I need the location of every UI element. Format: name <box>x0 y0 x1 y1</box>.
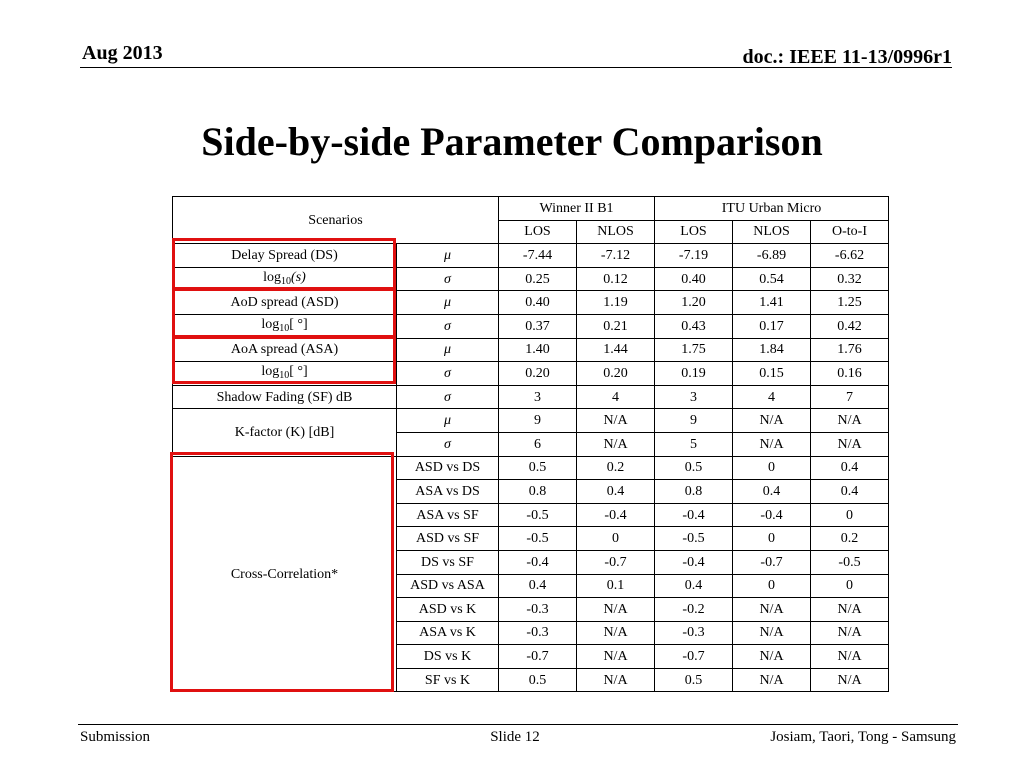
asa-unit <box>173 362 397 386</box>
table-row <box>173 291 889 315</box>
unit-sub: 10 <box>281 275 292 287</box>
cross-row-label: ASD vs K <box>397 598 499 622</box>
table-cell: -6.62 <box>811 244 889 268</box>
table-cell: N/A <box>733 668 811 692</box>
table-cell: N/A <box>577 432 655 456</box>
asd-unit <box>173 314 397 338</box>
table-cell: 0.40 <box>655 267 733 291</box>
footer-slide-number: Slide 12 <box>490 729 540 745</box>
unit-sub: 10 <box>279 369 290 381</box>
table-cell: 0.4 <box>733 480 811 504</box>
table-row <box>173 244 889 268</box>
winner-header: Winner II B1 <box>499 197 655 221</box>
subheader-cell: O-to-I <box>811 220 889 244</box>
table-cell: -0.4 <box>499 550 577 574</box>
table-cell: -0.3 <box>499 621 577 645</box>
subheader-cell: NLOS <box>733 220 811 244</box>
mu-symbol: μ <box>397 409 499 433</box>
cross-row-label: ASA vs DS <box>397 480 499 504</box>
table-cell: 0.4 <box>811 480 889 504</box>
table-cell: -0.2 <box>655 598 733 622</box>
ds-unit <box>173 267 397 291</box>
asd-name: AoD spread (ASD) <box>173 291 397 315</box>
sigma-symbol: σ <box>397 432 499 456</box>
table-cell: 0.40 <box>499 291 577 315</box>
table-cell: N/A <box>811 432 889 456</box>
table-cell: -7.12 <box>577 244 655 268</box>
sf-name: Shadow Fading (SF) dB <box>173 385 397 409</box>
table-cell: -0.4 <box>655 503 733 527</box>
table-cell: 0.5 <box>655 456 733 480</box>
table-row <box>173 267 889 291</box>
table-cell: 0 <box>733 456 811 480</box>
table-cell: 0.15 <box>733 362 811 386</box>
table-cell: 3 <box>499 385 577 409</box>
subheader-cell: NLOS <box>577 220 655 244</box>
unit-func: log <box>263 269 282 285</box>
table-cell: 0.42 <box>811 314 889 338</box>
table-cell: -7.19 <box>655 244 733 268</box>
table-cell: -0.4 <box>733 503 811 527</box>
table-cell: 0.20 <box>577 362 655 386</box>
table-cell: 0.2 <box>577 456 655 480</box>
table-cell: 9 <box>655 409 733 433</box>
table-cell: 0 <box>733 574 811 598</box>
table-cell: 0.4 <box>577 480 655 504</box>
sigma-symbol: σ <box>397 314 499 338</box>
asa-name: AoA spread (ASA) <box>173 338 397 362</box>
slide-title: Side-by-side Parameter Comparison <box>201 119 823 164</box>
table-cell: 0.8 <box>655 480 733 504</box>
cross-row-label: DS vs SF <box>397 550 499 574</box>
table-cell: 1.41 <box>733 291 811 315</box>
table-cell: 9 <box>499 409 577 433</box>
table-cell: 0.21 <box>577 314 655 338</box>
table-cell: 0 <box>733 527 811 551</box>
itu-header: ITU Urban Micro <box>655 197 889 221</box>
unit-func: log <box>261 363 280 379</box>
table-cell: 0.43 <box>655 314 733 338</box>
table-cell: N/A <box>577 598 655 622</box>
cross-row-label: ASD vs ASA <box>397 574 499 598</box>
table-cell: -0.3 <box>655 621 733 645</box>
table-cell: 1.84 <box>733 338 811 362</box>
table-cell: -0.4 <box>577 503 655 527</box>
cross-correlation-label: Cross-Correlation* <box>173 456 397 692</box>
unit-arg: (s) <box>291 269 306 285</box>
table-cell: -0.5 <box>499 503 577 527</box>
unit-func: log <box>261 316 280 332</box>
table-cell: 0.2 <box>811 527 889 551</box>
footer-rule <box>78 724 958 725</box>
ds-name: Delay Spread (DS) <box>173 244 397 268</box>
table-cell: 1.75 <box>655 338 733 362</box>
table-cell: N/A <box>733 409 811 433</box>
cross-row-label: ASA vs K <box>397 621 499 645</box>
unit-arg: [ °] <box>289 316 308 332</box>
scenarios-header: Scenarios <box>173 197 499 244</box>
cross-row-label: ASD vs DS <box>397 456 499 480</box>
mu-symbol: μ <box>397 244 499 268</box>
table-row <box>173 456 889 480</box>
table-header-row <box>173 197 889 221</box>
table-cell: 7 <box>811 385 889 409</box>
table-cell: 1.76 <box>811 338 889 362</box>
table-cell: 0.8 <box>499 480 577 504</box>
table-cell: -0.7 <box>733 550 811 574</box>
table-cell: N/A <box>733 598 811 622</box>
table-cell: N/A <box>577 668 655 692</box>
table-cell: 0.5 <box>655 668 733 692</box>
sigma-symbol: σ <box>397 267 499 291</box>
table-cell: -6.89 <box>733 244 811 268</box>
table-cell: 0.4 <box>499 574 577 598</box>
table-cell: 0.17 <box>733 314 811 338</box>
table-cell: 0 <box>811 574 889 598</box>
table-cell: N/A <box>577 621 655 645</box>
table-row <box>173 385 889 409</box>
table-cell: 3 <box>655 385 733 409</box>
table-cell: 4 <box>733 385 811 409</box>
table-cell: 4 <box>577 385 655 409</box>
table-cell: -0.5 <box>655 527 733 551</box>
table-cell: 0.25 <box>499 267 577 291</box>
header-date: Aug 2013 <box>82 42 163 64</box>
header-rule <box>80 67 952 68</box>
unit-sub: 10 <box>279 322 290 334</box>
table-cell: N/A <box>811 668 889 692</box>
cross-row-label: ASA vs SF <box>397 503 499 527</box>
table-cell: 1.44 <box>577 338 655 362</box>
table-row <box>173 409 889 433</box>
k-name: K-factor (K) [dB] <box>173 409 397 456</box>
table-cell: N/A <box>577 645 655 669</box>
unit-arg: [ °] <box>289 363 308 379</box>
mu-symbol: μ <box>397 338 499 362</box>
mu-symbol: μ <box>397 291 499 315</box>
table-cell: -0.3 <box>499 598 577 622</box>
table-cell: 0.4 <box>655 574 733 598</box>
table-cell: 0.19 <box>655 362 733 386</box>
table-cell: 0.4 <box>811 456 889 480</box>
table-cell: N/A <box>733 645 811 669</box>
sigma-symbol: σ <box>397 385 499 409</box>
table-row <box>173 362 889 386</box>
cross-row-label: SF vs K <box>397 668 499 692</box>
table-cell: 0.16 <box>811 362 889 386</box>
table-cell: N/A <box>733 621 811 645</box>
table-cell: -0.4 <box>655 550 733 574</box>
table-cell: N/A <box>733 432 811 456</box>
table-cell: 0.12 <box>577 267 655 291</box>
table-cell: 0.5 <box>499 668 577 692</box>
table-cell: -0.5 <box>499 527 577 551</box>
table-row <box>173 314 889 338</box>
table-cell: -0.5 <box>811 550 889 574</box>
table-cell: 1.25 <box>811 291 889 315</box>
table-cell: N/A <box>577 409 655 433</box>
footer-authors: Josiam, Taori, Tong - Samsung <box>770 729 956 745</box>
table-cell: 1.20 <box>655 291 733 315</box>
table-cell: 0 <box>577 527 655 551</box>
table-cell: 0.20 <box>499 362 577 386</box>
table-cell: 0 <box>811 503 889 527</box>
table-cell: 0.5 <box>499 456 577 480</box>
table-row <box>173 338 889 362</box>
table-cell: -0.7 <box>577 550 655 574</box>
table-cell: -0.7 <box>655 645 733 669</box>
header-doc-id: doc.: IEEE 11-13/0996r1 <box>742 46 952 68</box>
table-cell: N/A <box>811 645 889 669</box>
table-cell: 6 <box>499 432 577 456</box>
table-cell: -0.7 <box>499 645 577 669</box>
footer-submission: Submission <box>80 729 151 745</box>
table-cell: 0.32 <box>811 267 889 291</box>
table-cell: N/A <box>811 598 889 622</box>
table-cell: 5 <box>655 432 733 456</box>
table-cell: 0.54 <box>733 267 811 291</box>
cross-row-label: ASD vs SF <box>397 527 499 551</box>
parameter-table <box>172 196 889 692</box>
table-cell: N/A <box>811 621 889 645</box>
sigma-symbol: σ <box>397 362 499 386</box>
subheader-cell: LOS <box>499 220 577 244</box>
table-cell: N/A <box>811 409 889 433</box>
table-cell: 1.19 <box>577 291 655 315</box>
table-cell: -7.44 <box>499 244 577 268</box>
table-cell: 1.40 <box>499 338 577 362</box>
cross-row-label: DS vs K <box>397 645 499 669</box>
table-cell: 0.37 <box>499 314 577 338</box>
subheader-cell: LOS <box>655 220 733 244</box>
table-cell: 0.1 <box>577 574 655 598</box>
